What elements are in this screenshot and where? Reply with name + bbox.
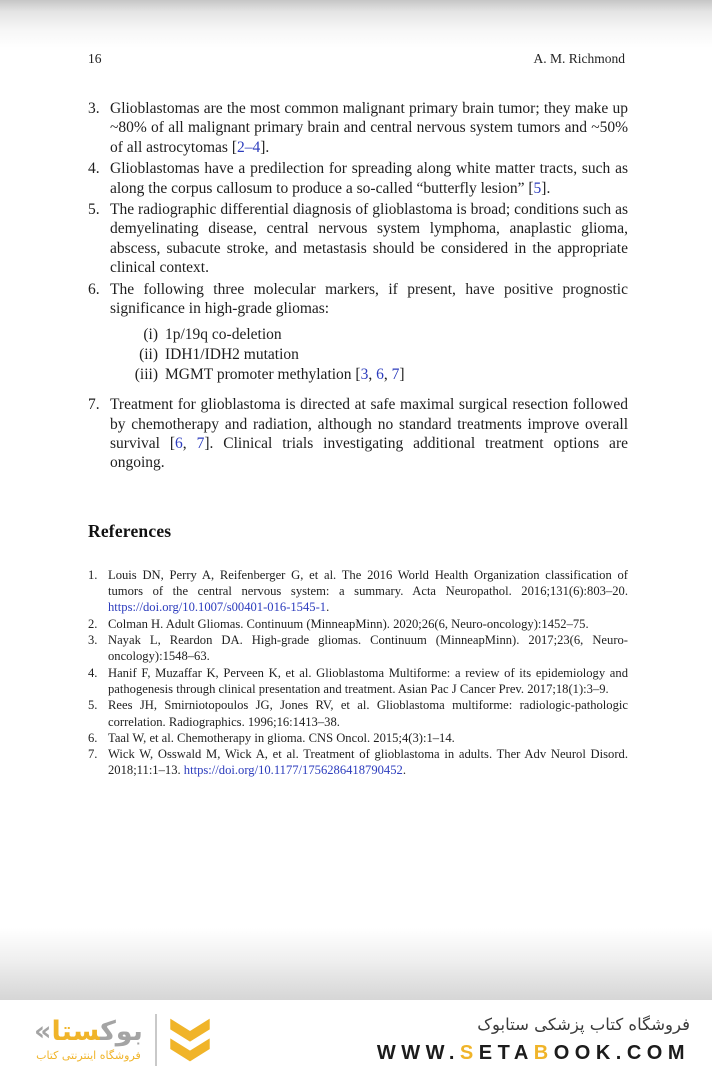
reference-number: 1. xyxy=(88,567,98,582)
text-run: Glioblastomas are the most common malignant primary brain tumor; they make up ~80% of all malignant primary brain and central nervous system tumors and ~50% of all astrocytomas [ xyxy=(110,100,628,156)
sublist-marker: (iii) xyxy=(134,365,158,383)
sublist-marker: (i) xyxy=(143,326,158,344)
list-item xyxy=(88,280,628,394)
sublist-item xyxy=(110,345,628,365)
list-text xyxy=(110,159,628,198)
sublist-text xyxy=(165,325,282,345)
footer-store-title: فروشگاه کتاب پزشکی ستابوک xyxy=(477,1015,690,1034)
sublist-item xyxy=(110,325,628,345)
sublist-text xyxy=(165,345,299,365)
text-run: Rees JH, Smirniotopoulos JG, Jones RV, et al. Glioblastoma multiforme: radiologic-pathologic correlation. Radiographics. 1996;16:1413–38. xyxy=(108,698,628,729)
sublist-marker: (ii) xyxy=(139,346,158,364)
inline-link[interactable]: https://doi.org/10.1007/s00401-016-1545-1 xyxy=(108,600,327,615)
list-text xyxy=(110,395,628,473)
text-run: , xyxy=(182,435,197,453)
list-number: 5. xyxy=(88,201,100,219)
text-run: MGMT promoter methylation [ xyxy=(165,365,361,383)
page-bottom-shadow xyxy=(0,928,712,1000)
list-item xyxy=(88,395,628,473)
logo-guillemet: « xyxy=(34,1016,52,1047)
reference-text xyxy=(108,665,628,698)
text-run: B xyxy=(533,1042,554,1064)
logo-wordmark xyxy=(34,1017,143,1047)
reference-number: 2. xyxy=(88,616,98,631)
text-run: . xyxy=(402,763,406,778)
inline-link[interactable]: 7 xyxy=(196,435,205,453)
reference-entry xyxy=(88,616,628,632)
text-run: Taal W, et al. Chemotherapy in glioma. CNS Oncol. 2015;4(3):1–14. xyxy=(108,730,455,745)
inline-link[interactable]: 6 xyxy=(376,365,384,383)
list-number: 6. xyxy=(88,280,100,298)
text-run: . xyxy=(326,600,330,615)
footer-banner xyxy=(0,1000,712,1079)
reference-number: 3. xyxy=(88,633,98,648)
sublist-text xyxy=(165,365,405,385)
text-run: , xyxy=(383,365,392,383)
reference-entry xyxy=(88,665,628,698)
list-text xyxy=(110,200,628,278)
reference-number: 4. xyxy=(88,665,98,680)
setabook-logo xyxy=(34,1014,213,1066)
logo-word-gray: بوک xyxy=(100,1016,143,1047)
list-text xyxy=(110,99,628,157)
list-item xyxy=(88,99,628,157)
text-run: OOK.COM xyxy=(553,1042,690,1064)
footer-website-url xyxy=(377,1041,690,1065)
double-chevron-icon xyxy=(167,1015,213,1065)
reference-text xyxy=(108,632,628,665)
list-number: 4. xyxy=(88,160,100,178)
reference-entry xyxy=(88,632,628,665)
text-run: ETA xyxy=(478,1042,534,1064)
logo-divider xyxy=(155,1014,157,1066)
logo-wordmark-block xyxy=(34,1017,143,1062)
reference-text xyxy=(108,697,628,730)
text-run: Nayak L, Reardon DA. High-grade gliomas. Continuum (MinneapMinn). 2017;23(6, Neuro-oncology):1548–63. xyxy=(108,633,628,664)
reference-number: 6. xyxy=(88,730,98,745)
logo-tagline: فروشگاه اینترنتی کتاب xyxy=(36,1049,141,1062)
reference-text xyxy=(108,567,628,616)
list-text xyxy=(110,280,628,394)
reference-entry xyxy=(88,746,628,779)
text-run: The following three molecular markers, if present, have positive prognostic significance in high-grade gliomas: xyxy=(110,280,628,318)
reference-entry xyxy=(88,567,628,616)
inline-link[interactable]: 6 xyxy=(175,435,183,453)
list-text-lead xyxy=(110,281,628,317)
text-run: Treatment for glioblastoma is directed at safe maximal surgical resection followed by chemotherapy and radiation, although no standard treatments improve overall survival [ xyxy=(110,396,628,453)
text-run: ] xyxy=(399,365,405,383)
reference-text xyxy=(108,616,628,632)
text-run: S xyxy=(459,1042,479,1064)
text-run: ]. xyxy=(260,138,270,156)
references-list xyxy=(88,567,628,779)
inline-link[interactable]: 3 xyxy=(360,365,369,383)
text-run: Louis DN, Perry A, Reifenberger G, et al. The 2016 World Health Organization classification of tumors of the central nervous system: a summary. Acta Neuropathol. 2016;131(6):803–20. xyxy=(108,567,628,599)
main-content xyxy=(88,99,628,779)
page-number: 16 xyxy=(88,51,102,66)
roman-sublist xyxy=(110,325,628,384)
text-run: , xyxy=(368,365,377,383)
text-run: Hanif F, Muzaffar K, Perveen K, et al. Glioblastoma Multiforme: a review of its epidemiology and pathogenesis through clinical presentation and treatment. Asian Pac J Cancer Prev. 2017;18(1):3–9. xyxy=(108,665,628,696)
list-number: 3. xyxy=(88,100,100,117)
inline-link[interactable]: 2–4 xyxy=(236,138,261,156)
logo-word-yellow: ستا xyxy=(51,1016,101,1047)
list-number: 7. xyxy=(88,396,100,414)
list-item xyxy=(88,159,628,198)
running-header xyxy=(88,0,625,66)
reference-text xyxy=(108,730,628,746)
text-run: WWW. xyxy=(376,1042,460,1064)
footer-site-info xyxy=(377,1014,702,1065)
text-run: ]. xyxy=(541,179,551,197)
reference-entry xyxy=(88,697,628,730)
author-name: A. M. Richmond xyxy=(533,51,625,66)
inline-link[interactable]: 7 xyxy=(391,365,400,383)
reference-entry xyxy=(88,730,628,746)
inline-link[interactable]: 5 xyxy=(533,179,542,197)
list-item xyxy=(88,200,628,278)
text-run: The radiographic differential diagnosis of glioblastoma is broad; conditions such as demyelinating disease, central nervous system lymphoma, anaplastic glioma, abscess, subacute stroke, and metastasis should be considered in the appropriate clinical context. xyxy=(110,201,628,277)
reference-text xyxy=(108,746,628,779)
references-heading: References xyxy=(88,520,172,541)
sublist-item xyxy=(110,365,628,385)
text-run: Glioblastomas have a predilection for spreading along white matter tracts, such as along the corpus callosum to produce a so-called “butterfly lesion” [ xyxy=(110,160,628,197)
text-run: IDH1/IDH2 mutation xyxy=(165,346,299,364)
reference-number: 5. xyxy=(88,698,98,713)
reference-number: 7. xyxy=(88,747,98,762)
text-run: 1p/19q co-deletion xyxy=(165,326,282,344)
text-run: Wick W, Osswald M, Wick A, et al. Treatment of glioblastoma in adults. Ther Adv Neurol Disord. 2018;11:1–13. xyxy=(108,747,628,778)
text-run: Colman H. Adult Gliomas. Continuum (MinneapMinn). 2020;26(6, Neuro-oncology):1452–75. xyxy=(108,616,589,631)
text-run: ]. Clinical trials investigating additional treatment options are ongoing. xyxy=(110,435,628,472)
inline-link[interactable]: https://doi.org/10.1177/1756286418790452 xyxy=(183,763,403,778)
